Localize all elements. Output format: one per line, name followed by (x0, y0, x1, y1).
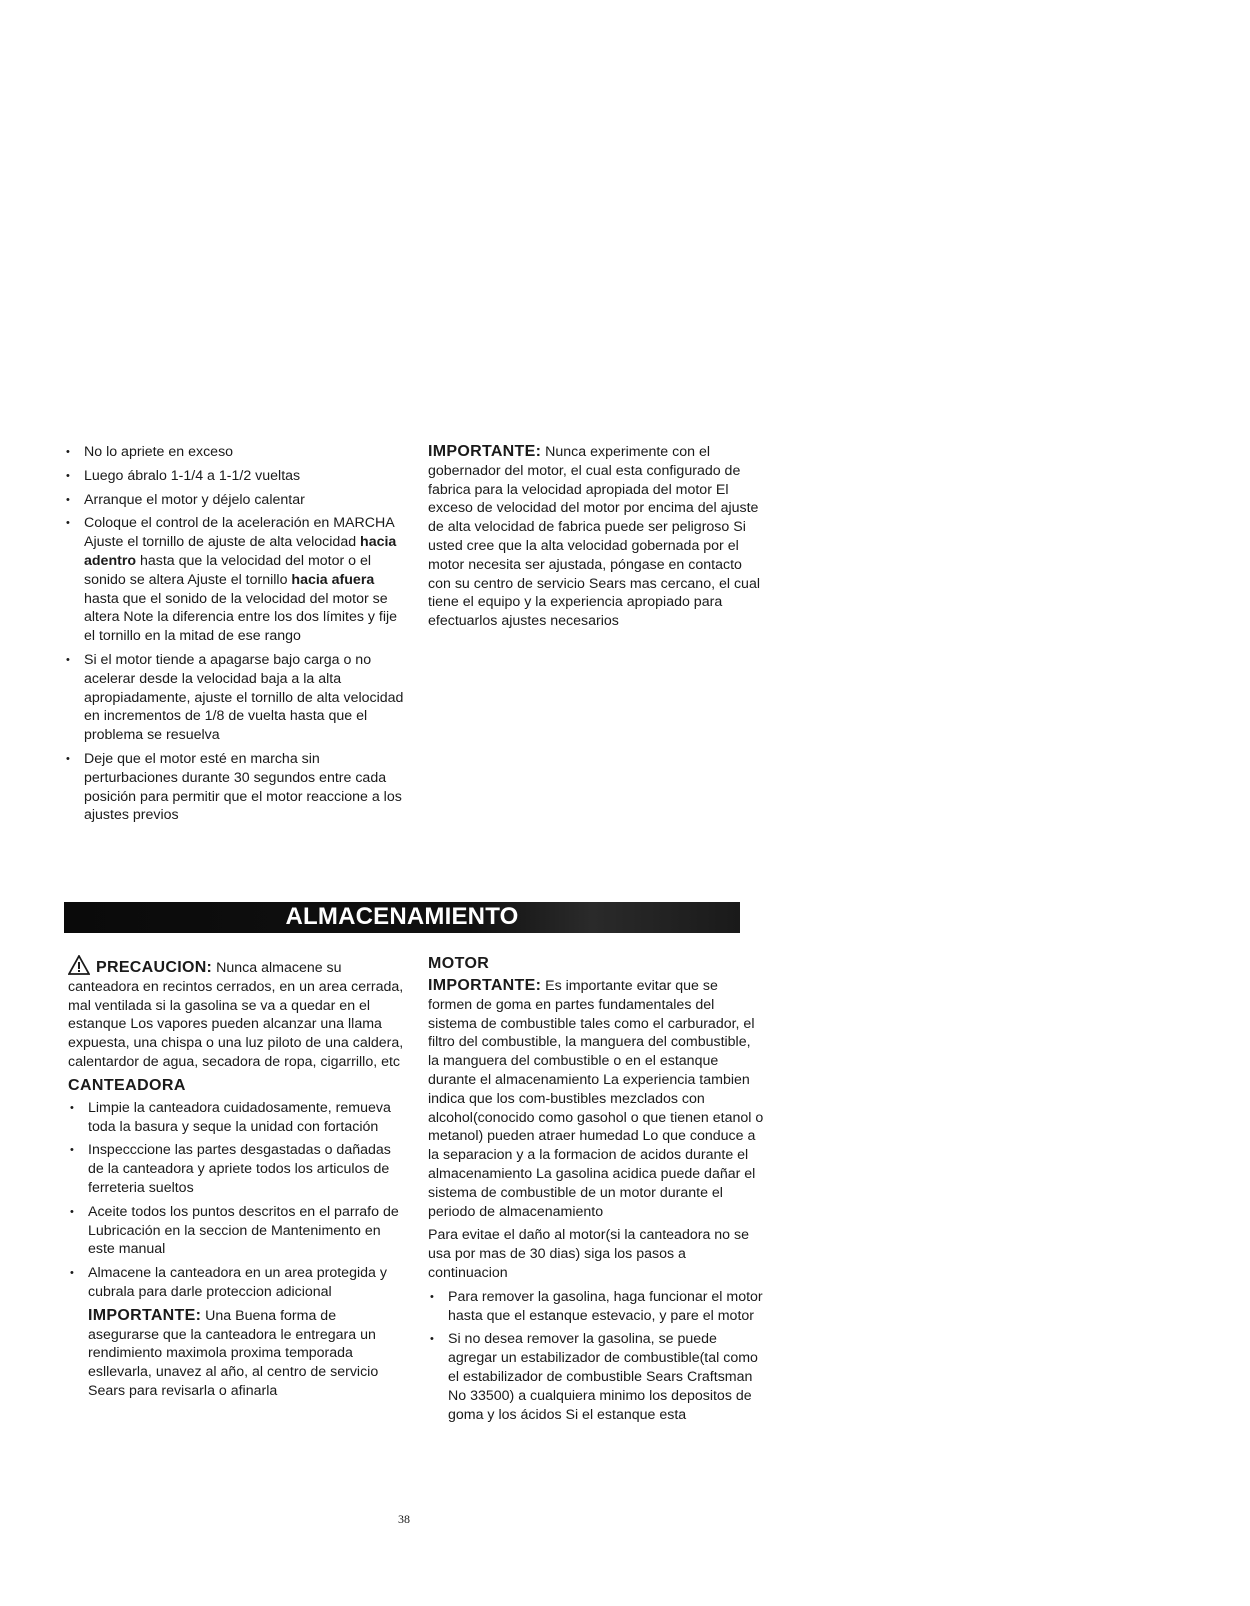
bold-text-run: hacia afuera (291, 571, 375, 588)
bottom-left-column (68, 955, 404, 1406)
motor-steps-list (428, 1288, 764, 1425)
bold-text-run: hacia adentro (84, 534, 397, 569)
canteadora-heading: CANTEADORA (68, 1076, 186, 1094)
important-text: Nunca experimente con el gobernador del motor, el cual esta configurado de fabrica para la velocidad apropiada del motor El exceso de velocidad del motor por encima del ajuste de alta velocidad de fabrica puede ser peligroso Si usted cree que la alta velocidad gobernada por el motor necesita ser ajustada, póngase en contacto con su centro de servicio Sears mas cercano, el cual tiene el equipo y la experiencia apropiado para efectuarlos ajustes necesarios (428, 444, 760, 630)
important-note (88, 1307, 404, 1401)
storage-intro: Para evitae el daño al motor(si la canteadora no se usa por mas de 30 dias) siga los pasos a continuacion (428, 1227, 749, 1281)
list-item: • Aceite todos los puntos descritos en el parrafo de Lubricación en la seccion de Mantenimento en este manual (68, 1203, 404, 1259)
section-title: ALMACENAMIENTO (285, 903, 519, 930)
list-item: • Deje que el motor esté en marcha sin perturbaciones durante 30 segundos entre cada posición para permitir que el motor reaccione a los ajustes previos (64, 750, 404, 825)
list-item: • Luego ábralo 1-1/4 a 1-1/2 vueltas (64, 467, 404, 486)
top-left-column (64, 443, 404, 830)
important-label: IMPORTANTE: (428, 443, 542, 460)
motor-heading: MOTOR (428, 955, 490, 972)
list-item (64, 514, 404, 646)
page-number: 38 (398, 1512, 410, 1526)
list-item: • Si no desea remover la gasolina, se puede agregar un estabilizador de combustible(tal como el estabilizador de combustible Sears Craftsman No 33500) a cualquiera minimo los depositos de goma y los ácidos Si el estanque esta (428, 1330, 764, 1424)
list-item: • Almacene la canteadora en un area protegida y cubrala para darle proteccion adicional (68, 1264, 404, 1302)
list-item: • Para remover la gasolina, haga funcionar el motor hasta que el estanque estevacio, y pare el motor (428, 1288, 764, 1326)
important-text: Una Buena forma de asegurarse que la canteadora le entregara un rendimiento maximola proxima temporada esllevarla, unavez al año, al centro de servicio Sears para revisarla o afinarla (88, 1307, 379, 1399)
text-run: hasta que la velocidad del motor o el sonido se altera Ajuste el tornillo (84, 552, 372, 588)
section-banner (64, 902, 740, 933)
important-block (88, 1307, 404, 1401)
list-item: • Inspecccione las partes desgastadas o dañadas de la canteadora y apriete todos los articulos de ferreteria sueltos (68, 1141, 404, 1197)
list-item: • Limpie la canteadora cuidadosamente, remueva toda la basura y seque la unidad con fortación (68, 1099, 404, 1137)
bottom-right-column (428, 955, 764, 1429)
precaution-label: PRECAUCION: (96, 959, 213, 976)
top-right-column (428, 443, 764, 636)
list-item: • Arranque el motor y déjelo calentar (64, 491, 404, 510)
text-run: Coloque el control de la aceleración en MARCHA Ajuste el tornillo de ajuste de alta velocidad (84, 515, 394, 551)
important-note (428, 977, 764, 1221)
adjustment-steps-list (64, 443, 404, 825)
important-text: Es importante evitar que se formen de goma en partes fundamentales del sistema de combustible tales como el carburador, el filtro del combustible, la manguera del combustible, la manguera del combustible o en el estanque durante el almacenamiento La experiencia tambien indica que los com-bustibles mezclados con alcohol(conocido como gasohol o que tienen etanol o metanol) pueden atraer humedad Lo que conduce a la separacion y a la formacion de acidos durante el almacenamiento La gasolina acidica puede dañar el sistema de combustible de un motor durante el periodo de almacenamiento (428, 978, 764, 1220)
important-label: IMPORTANTE: (88, 1306, 202, 1324)
list-item: • Si el motor tiende a apagarse bajo carga o no acelerar desde la velocidad baja a la alta apropiadamente, ajuste el tornillo de alta velocidad en incrementos de 1/8 de vuelta hasta que el problema se resuelva (64, 651, 404, 745)
precaution-text: Nunca almacene su canteadora en recintos cerrados, en un area cerrada, mal ventilada si la gasolina se va a quedar en el estanque Los vapores pueden alcanzar una llama expuesta, una chispa o una luz piloto de una caldera, calentardor de agua, secadora de ropa, cigarrillo, etc (68, 960, 404, 1070)
important-note (428, 443, 764, 631)
canteadora-steps-list (68, 1099, 404, 1302)
text-run: hasta que el sonido de la velocidad del motor se altera Note la diferencia entre los dos límites y fije el tornillo en la mitad de ese rango (84, 590, 398, 645)
precaution-note (68, 955, 404, 1072)
warning-triangle-icon (68, 955, 90, 975)
list-item: • No lo apriete en exceso (64, 443, 404, 462)
important-label: IMPORTANTE: (428, 977, 542, 994)
